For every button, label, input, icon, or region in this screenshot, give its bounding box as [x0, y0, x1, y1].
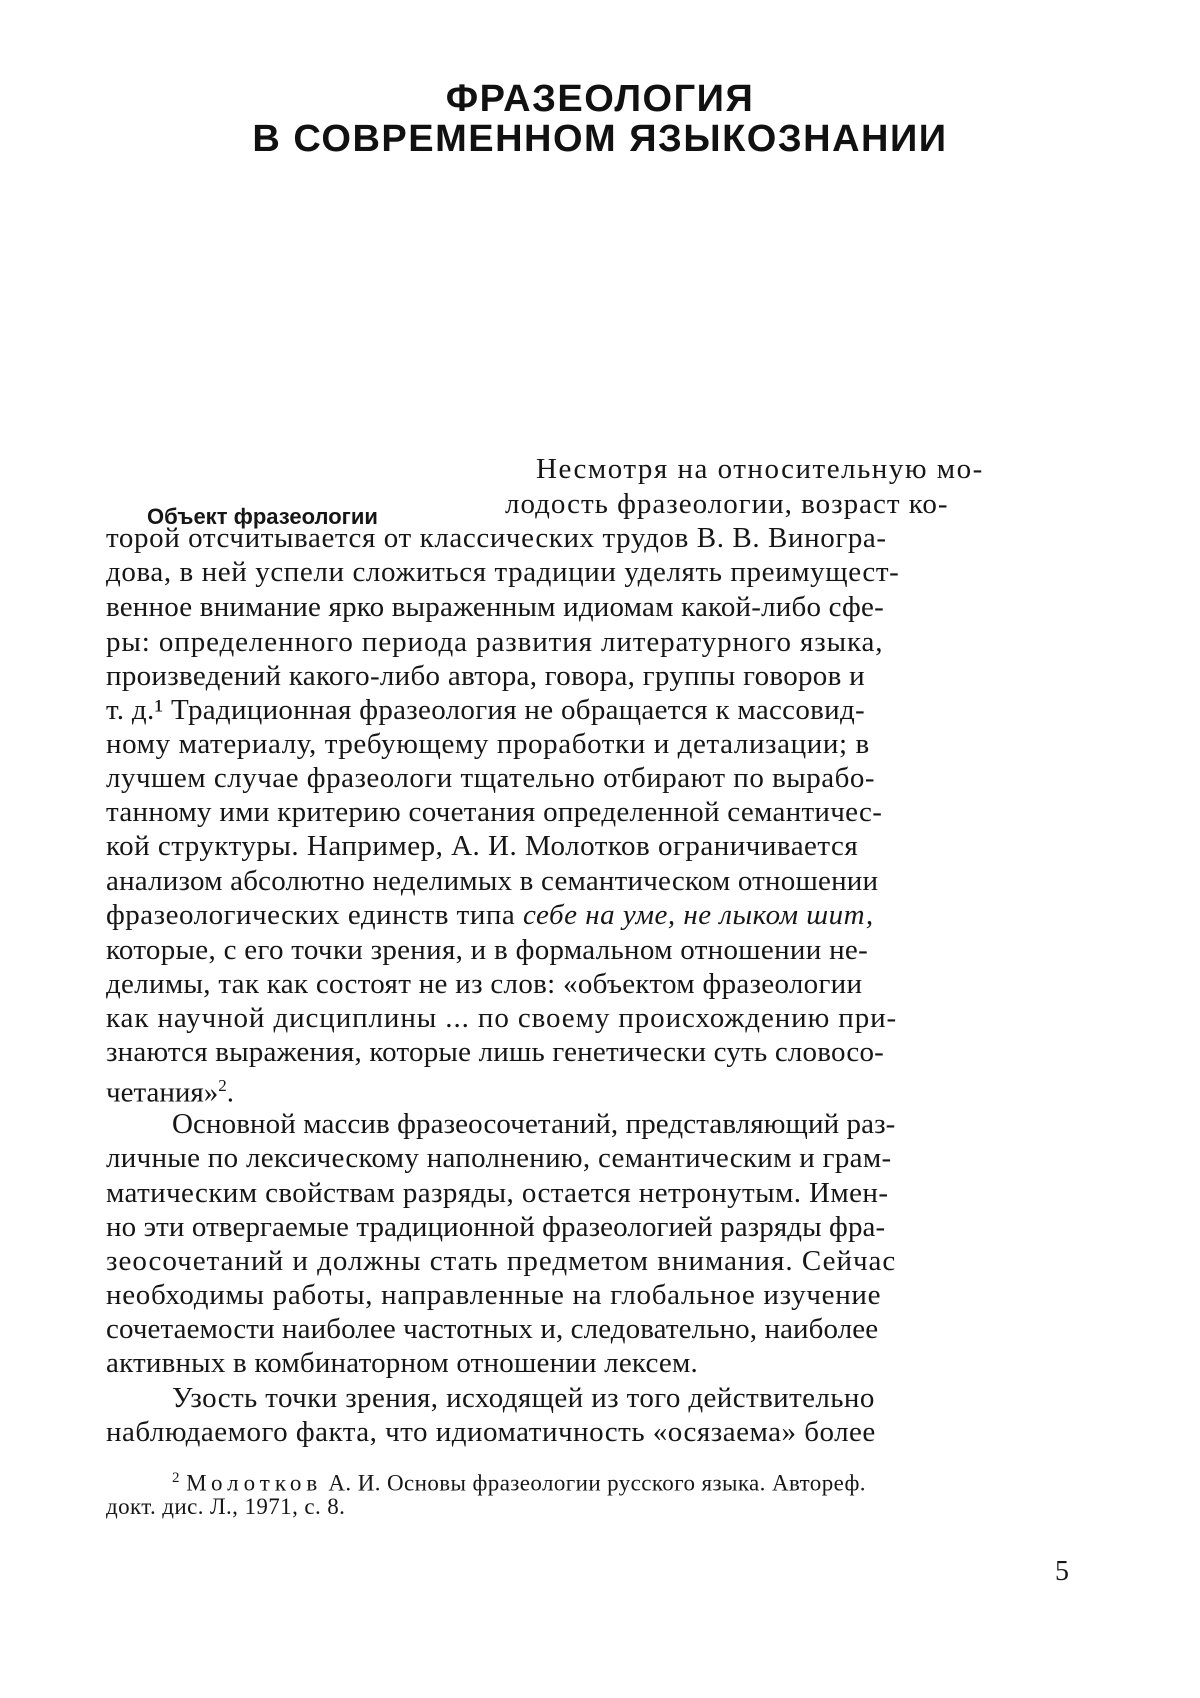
- page-title-line-2: В СОВРЕМЕННОМ ЯЗЫКОЗНАНИИ: [252, 118, 948, 160]
- paragraph-line: но эти отвергаемые традиционной фразеологией разряды фра-: [106, 1211, 886, 1243]
- paragraph-line: ному материалу, требующему проработки и детализации; в: [106, 728, 870, 760]
- paragraph-line: произведений какого-либо автора, говора, группы говоров и: [106, 660, 865, 692]
- paragraph-line: зеосочетаний и должны стать предметом внимания. Сейчас: [106, 1245, 897, 1277]
- paragraph-line: личные по лексическому наполнению, семантическим и грам-: [106, 1142, 892, 1174]
- paragraph-line: Несмотря на относительную мо-: [536, 453, 984, 485]
- paragraph-text: четания»: [106, 1076, 219, 1109]
- paragraph-line: Основной массив фразеосочетаний, представляющий раз-: [172, 1108, 896, 1140]
- paragraph-line: Узость точки зрения, исходящей из того действительно: [172, 1382, 875, 1414]
- footnote-reference: 2: [218, 1076, 227, 1095]
- paragraph-line: матическим свойствам разряды, остается нетронутым. Имен-: [106, 1177, 889, 1209]
- paragraph-line: анализом абсолютно неделимых в семантическом отношении: [106, 865, 879, 897]
- paragraph-line: лучшем случае фразеологи тщательно отбирают по вырабо-: [106, 762, 876, 794]
- paragraph-line: знаются выражения, которые лишь генетически суть словосо-: [106, 1036, 885, 1068]
- paragraph-line: [106, 1069, 234, 1110]
- paragraph-text: .: [226, 1076, 234, 1109]
- paragraph-line: дова, в ней успели сложиться традиции уделять преимущест-: [106, 556, 900, 588]
- paragraph-line: которые, с его точки зрения, и в формальном отношении не-: [106, 934, 869, 966]
- paragraph-line: наблюдаемого факта, что идиоматичность «осязаема» более: [106, 1416, 876, 1448]
- paragraph-text: фразеологических единств типа: [106, 899, 524, 931]
- footnote-marker: 2: [172, 1470, 180, 1486]
- paragraph-line: т. д.¹ Традиционная фразеология не обращается к массовид-: [106, 694, 865, 726]
- paragraph-line: [106, 898, 874, 932]
- italic-example: себе на уме, не лыком шит,: [523, 899, 874, 931]
- paragraph-line: ры: определенного периода развития литературного языка,: [106, 626, 884, 658]
- paragraph-line: делимы, так как состоят не из слов: «объектом фразеологии: [106, 968, 863, 1000]
- footnote-author: Молотков: [186, 1470, 323, 1496]
- paragraph-line: танному ими критерию сочетания определенной семантичес-: [106, 796, 883, 828]
- paragraph-line: необходимы работы, направленные на глобальное изучение: [106, 1279, 882, 1311]
- paragraph-line: как научной дисциплины ... по своему происхождению при-: [106, 1002, 898, 1034]
- paragraph-line: активных в комбинаторном отношении лексем.: [106, 1347, 698, 1379]
- page-title-line-1: ФРАЗЕОЛОГИЯ: [445, 78, 755, 120]
- paragraph-line: сочетаемости наиболее частотных и, следовательно, наиболее: [106, 1313, 879, 1345]
- paragraph-line: торой отсчитывается от классических трудов В. В. Виногра-: [106, 522, 887, 554]
- paragraph-line: кой структуры. Например, А. И. Молотков ограничивается: [106, 830, 859, 862]
- footnote-line: докт. дис. Л., 1971, с. 8.: [106, 1494, 346, 1519]
- section-heading: Объект фразеологии: [147, 504, 378, 529]
- page-number: 5: [1055, 1556, 1069, 1587]
- paragraph-line: венное внимание ярко выраженным идиомам какой-либо сфе-: [106, 591, 884, 623]
- paragraph-line: лодость фразеологии, возраст ко-: [505, 488, 949, 520]
- footnote-text: А. И. Основы фразеологии русского языка. Автореф.: [322, 1470, 866, 1496]
